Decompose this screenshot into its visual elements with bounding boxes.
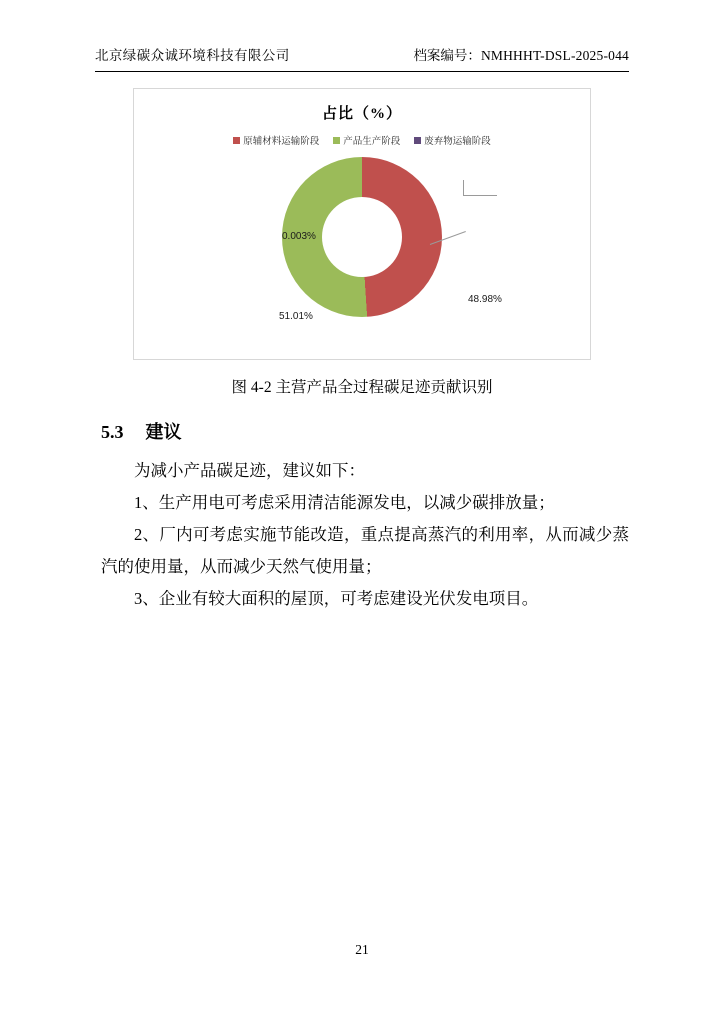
- header-doc-value: NMHHHT-DSL-2025-044: [480, 48, 629, 63]
- header-doc-number: [413, 44, 629, 64]
- legend-item-1: [333, 133, 400, 147]
- section-title: 建议: [145, 422, 182, 442]
- header-divider: [95, 71, 629, 72]
- header-company-name: 北京绿碳众诚环境科技有限公司: [95, 48, 290, 63]
- chart-label-transport: 48.98%: [468, 294, 502, 305]
- body-paragraph-intro: 为减小产品碳足迹，建议如下：: [134, 461, 365, 480]
- legend-label-2: 废弃物运输阶段: [424, 136, 491, 147]
- section-number: 5.3: [101, 422, 124, 442]
- legend-item-2: [414, 133, 491, 147]
- header-doc-label: 档案编号：: [413, 48, 481, 63]
- chart-label-waste: 0.003%: [282, 231, 316, 242]
- legend-item-0: [233, 133, 319, 147]
- legend-label-1: 产品生产阶段: [343, 136, 401, 147]
- leader-line-top: [463, 195, 497, 196]
- chart-container: [133, 88, 591, 360]
- chart-title: 占比（%）: [321, 106, 402, 122]
- page-number: 21: [355, 942, 369, 957]
- legend-swatch-icon: [333, 137, 340, 144]
- legend-swatch-icon: [233, 137, 240, 144]
- body-paragraph-item-3: 3、企业有较大面积的屋顶，可考虑建设光伏发电项目。: [134, 589, 539, 608]
- chart-legend: [134, 133, 590, 147]
- figure-caption: 图 4-2 主营产品全过程碳足迹贡献识别: [231, 379, 493, 396]
- chart-label-production: 51.01%: [279, 311, 313, 322]
- leader-line-top-vert: [463, 180, 464, 196]
- page-header: [95, 44, 629, 64]
- donut-hole: [322, 197, 402, 277]
- body-paragraph-item-1: 1、生产用电可考虑采用清洁能源发电，以减少碳排放量；: [134, 493, 555, 512]
- section-body: [101, 455, 629, 615]
- legend-swatch-icon: [414, 137, 421, 144]
- body-paragraph-item-2: 2、厂内可考虑实施节能改造，重点提高蒸汽的利用率，从而减少蒸汽的使用量，从而减少天然气使用量；: [101, 525, 629, 576]
- section-heading: [101, 418, 182, 444]
- legend-label-0: 原辅材料运输阶段: [243, 136, 320, 147]
